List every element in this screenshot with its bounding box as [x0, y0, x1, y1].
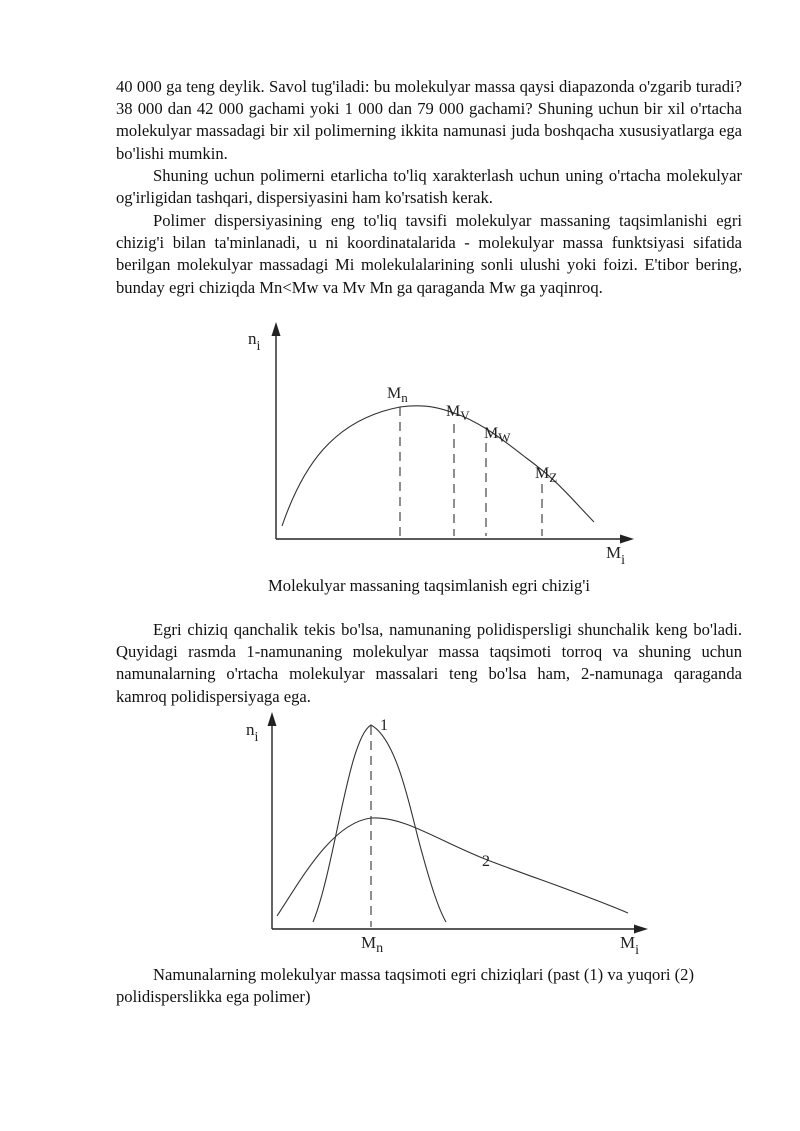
paragraph-4: Egri chiziq qanchalik tekis bo'lsa, namunaning polidispersligi shunchalik keng bo'ladi. Quyidagi rasmda 1-namunaning molekulyar massa taqsimoti torroq va shuning uchun namunalarning o'rtacha molekulyar massalari teng bo'lsa ham, 2-namunaga qaraganda kamroq polidispersiyaga ega.	[116, 620, 742, 706]
curve-1-narrow	[313, 725, 446, 922]
marker-label-mz: $M_Z$	[535, 465, 558, 485]
paragraph-2: Shuning uchun polimerni etarlicha to'liq xarakterlash uchun uning o'rtacha molekulyar og'irligidan tashqari, dispersiyasini ham ko'rsatish kerak.	[116, 166, 742, 208]
x-axis-label: $M_i$	[620, 933, 640, 958]
figure-1-distribution-curve	[240, 318, 660, 573]
x-axis-arrow-icon	[620, 535, 634, 544]
curve-2-broad	[277, 818, 628, 916]
y-axis-arrow-icon	[272, 322, 281, 336]
paragraph-1: 40 000 ga teng deylik. Savol tug'iladi: bu molekulyar massa qaysi diapazonda o'zgarib turadi? 38 000 dan 42 000 gachami yoki 1 000 dan 79 000 gachami? Shuning uchun bir xil o'rtacha molekulyar massadagi bir xil polimerning ikkita namunasi juda boshqacha xususiyatlarga ega bo'lishi mumkin.	[116, 77, 742, 163]
x-axis-marker-mn: $M_n$	[361, 933, 384, 956]
curve-2-label: 2	[482, 853, 490, 870]
y-axis-arrow-icon	[268, 712, 277, 726]
marker-label-mn: $M_n$	[387, 385, 408, 405]
y-axis-label: $n_i$	[248, 329, 261, 354]
marker-label-mw: $M_W$	[484, 425, 511, 445]
x-axis-label: $M_i$	[606, 543, 626, 568]
paragraph-3: Polimer dispersiyasining eng to'liq tavsifi molekulyar massaning taqsimlanishi egri chizig'i bilan ta'minlanadi, u ni koordinatalarida - molekulyar massa funktsiyasi sifatida berilgan molekulyar massadagi Mi molekulalarining sonli ulushi yoki foizi. E'tibor bering, bunday egri chiziqda Mn<Mw va Mv Mn ga qaraganda Mw ga yaqinroq.	[116, 211, 742, 297]
figure-2-distribution-curves	[240, 708, 660, 963]
marker-label-mv: $M_V$	[446, 403, 470, 423]
x-axis-arrow-icon	[634, 925, 648, 934]
curve-1-label: 1	[380, 717, 388, 734]
figure-2-caption: Namunalarning molekulyar massa taqsimoti egri chiziqlari (past (1) va yuqori (2) polidisperslikka ega polimer)	[116, 965, 694, 1006]
figure-1-caption: Molekulyar massaning taqsimlanish egri chizig'i	[268, 576, 590, 595]
y-axis-label: $n_i$	[246, 720, 259, 745]
